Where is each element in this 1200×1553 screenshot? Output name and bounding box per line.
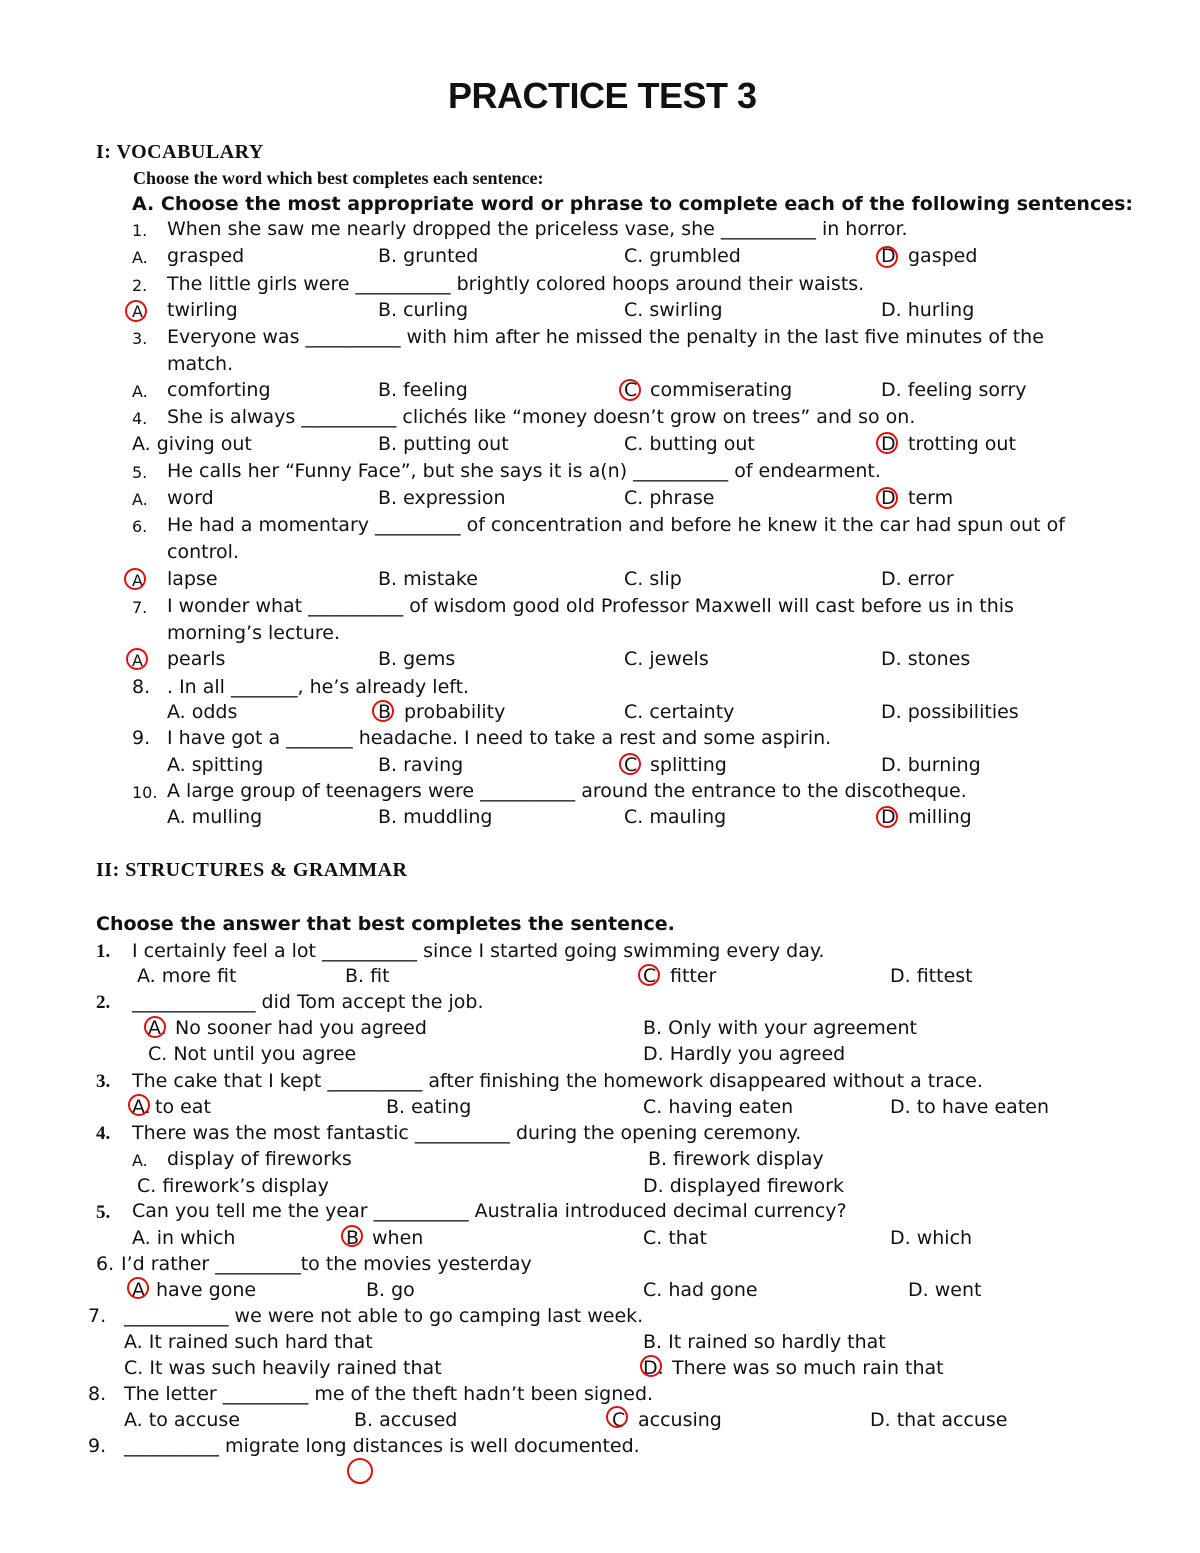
- question-text: There was the most fantastic __________ during the opening ceremony.: [132, 1122, 802, 1144]
- answer-circle: [341, 1225, 363, 1247]
- option-a[interactable]: word: [167, 487, 214, 509]
- question-number: 1.: [132, 221, 148, 240]
- question-number: 3.: [96, 1071, 111, 1092]
- question-text: _____________ did Tom accept the job.: [132, 991, 484, 1013]
- section-heading-vocabulary: I: VOCABULARY: [96, 141, 264, 163]
- option-c[interactable]: fitter: [670, 965, 717, 987]
- option-c[interactable]: C. It was such heavily rained that: [124, 1357, 442, 1379]
- option-d[interactable]: D. feeling sorry: [881, 379, 1027, 401]
- option-c[interactable]: commiserating: [650, 379, 793, 401]
- question-number: 2.: [132, 276, 148, 295]
- question-number: 2.: [96, 992, 111, 1013]
- question-text: A large group of teenagers were __________ around the entrance to the discotheque.: [167, 780, 967, 802]
- option-c[interactable]: C. having eaten: [643, 1096, 794, 1118]
- question-text: The cake that I kept __________ after finishing the homework disappeared without a trace.: [132, 1070, 983, 1092]
- option-a-label: A: [132, 302, 143, 321]
- option-d[interactable]: D. which: [890, 1227, 973, 1249]
- option-a-label: A.: [132, 490, 148, 509]
- option-a[interactable]: grasped: [167, 245, 245, 267]
- option-a-label: A.: [132, 1096, 151, 1118]
- option-b[interactable]: B. firework display: [648, 1148, 824, 1170]
- option-a-label: A: [132, 651, 143, 670]
- option-d-label: D: [881, 487, 896, 509]
- option-a[interactable]: A. spitting: [167, 754, 264, 776]
- option-d[interactable]: trotting out: [908, 433, 1016, 455]
- question-text: I wonder what __________ of wisdom good old Professor Maxwell will cast before us in this: [167, 595, 1014, 617]
- question-number: 6.: [96, 1253, 115, 1275]
- question-number: 9.: [88, 1435, 107, 1457]
- option-d-label: D: [881, 433, 896, 455]
- answer-circle: [124, 568, 146, 590]
- answer-circle: [125, 300, 147, 322]
- question-number: 10.: [132, 783, 158, 802]
- answer-circle: [876, 246, 898, 268]
- option-a[interactable]: lapse: [167, 568, 218, 590]
- option-b[interactable]: B. expression: [378, 487, 506, 509]
- section-instruction: Choose the word which best completes each sentence:: [133, 168, 544, 188]
- option-c[interactable]: C. slip: [624, 568, 682, 590]
- option-c[interactable]: splitting: [650, 754, 727, 776]
- option-b[interactable]: B. muddling: [378, 806, 493, 828]
- answer-circle: [876, 432, 898, 454]
- option-b[interactable]: B. gems: [378, 648, 456, 670]
- option-c[interactable]: C. swirling: [624, 299, 723, 321]
- question-number: 4.: [96, 1123, 111, 1144]
- section-instruction: Choose the answer that best completes the sentence.: [96, 913, 675, 935]
- option-b-label: B: [378, 701, 392, 723]
- option-b[interactable]: B. feeling: [378, 379, 468, 401]
- answer-circle: [127, 1277, 149, 1299]
- option-c[interactable]: C. Not until you agree: [148, 1043, 357, 1065]
- question-text: __________ migrate long distances is well documented.: [124, 1435, 640, 1457]
- question-text: The little girls were __________ brightly colored hoops around their waists.: [167, 273, 865, 295]
- question-text: I’d rather _________to the movies yesterday: [121, 1253, 532, 1275]
- option-d[interactable]: There was so much rain that: [672, 1357, 944, 1379]
- option-a[interactable]: to eat: [155, 1096, 211, 1118]
- option-d[interactable]: D. to have eaten: [890, 1096, 1049, 1118]
- question-text: The letter _________ me of the theft hadn’t been signed.: [124, 1383, 654, 1405]
- option-c-label: C: [612, 1409, 626, 1431]
- option-c[interactable]: C. certainty: [624, 701, 735, 723]
- option-b[interactable]: B. putting out: [378, 433, 509, 455]
- option-a[interactable]: A. to accuse: [124, 1409, 241, 1431]
- option-d[interactable]: D. hurling: [881, 299, 975, 321]
- option-a[interactable]: A. mulling: [167, 806, 263, 828]
- answer-circle: [347, 1458, 373, 1484]
- question-text: . In all _______, he’s already left.: [167, 676, 470, 698]
- answer-circle: [606, 1406, 628, 1428]
- answer-circle: [619, 379, 641, 401]
- answer-circle: [372, 700, 394, 722]
- question-number: 7.: [88, 1305, 107, 1327]
- option-d-label: D: [881, 245, 896, 267]
- option-a[interactable]: twirling: [167, 299, 238, 321]
- answer-circle: [126, 648, 148, 670]
- option-b[interactable]: B. It rained so hardly that: [643, 1331, 886, 1353]
- answer-circle: [128, 1094, 150, 1116]
- option-a-label: A.: [132, 1151, 148, 1170]
- option-a[interactable]: A. more fit: [137, 965, 237, 987]
- option-b[interactable]: B. mistake: [378, 568, 478, 590]
- option-b[interactable]: B. raving: [378, 754, 464, 776]
- question-text: ___________ we were not able to go camping last week.: [124, 1305, 644, 1327]
- option-d[interactable]: D. burning: [881, 754, 981, 776]
- question-text: Can you tell me the year __________ Australia introduced decimal currency?: [132, 1200, 847, 1222]
- question-number: 1.: [96, 941, 111, 962]
- option-b[interactable]: B. curling: [378, 299, 469, 321]
- option-d-label: D: [881, 806, 896, 828]
- answer-circle: [876, 487, 898, 509]
- option-a[interactable]: comforting: [167, 379, 271, 401]
- question-number: 7.: [132, 598, 148, 617]
- option-d[interactable]: milling: [908, 806, 972, 828]
- option-b[interactable]: B. eating: [386, 1096, 472, 1118]
- option-c[interactable]: C. phrase: [624, 487, 715, 509]
- option-d[interactable]: term: [908, 487, 954, 509]
- option-a[interactable]: A. odds: [167, 701, 238, 723]
- option-a[interactable]: No sooner had you agreed: [175, 1017, 427, 1039]
- option-d[interactable]: D. Hardly you agreed: [643, 1043, 846, 1065]
- option-a[interactable]: A. giving out: [132, 433, 252, 455]
- option-c[interactable]: C. firework’s display: [137, 1175, 329, 1197]
- option-d[interactable]: D. that accuse: [870, 1409, 1008, 1431]
- option-c-label: C: [624, 754, 638, 776]
- option-a-label: A: [132, 571, 143, 590]
- option-d[interactable]: D. fittest: [890, 965, 973, 987]
- question-text: She is always __________ clichés like “money doesn’t grow on trees” and so on.: [167, 406, 916, 428]
- question-text: He calls her “Funny Face”, but she says it is a(n) __________ of endearment.: [167, 460, 881, 482]
- option-b[interactable]: B. accused: [354, 1409, 458, 1431]
- option-c[interactable]: C. butting out: [624, 433, 755, 455]
- option-b[interactable]: B. fit: [345, 965, 390, 987]
- option-b[interactable]: B. Only with your agreement: [643, 1017, 917, 1039]
- question-number: 3.: [132, 329, 148, 348]
- option-a-label: A: [132, 1279, 145, 1301]
- option-b[interactable]: probability: [404, 701, 506, 723]
- question-number: 9.: [132, 727, 151, 749]
- option-a[interactable]: have gone: [156, 1279, 257, 1301]
- option-a-label: A.: [148, 1017, 167, 1039]
- option-c-label: C: [643, 965, 657, 987]
- question-text-cont: control.: [167, 541, 239, 563]
- answer-circle: [144, 1016, 166, 1038]
- question-text: When she saw me nearly dropped the priceless vase, she __________ in horror.: [167, 218, 908, 240]
- option-d[interactable]: D. error: [881, 568, 954, 590]
- section-heading-grammar: II: STRUCTURES & GRAMMAR: [96, 859, 408, 881]
- option-d[interactable]: D. went: [908, 1279, 982, 1301]
- option-d[interactable]: D. displayed firework: [643, 1175, 844, 1197]
- question-number: 5.: [96, 1202, 111, 1223]
- option-b[interactable]: when: [372, 1227, 424, 1249]
- option-a[interactable]: display of fireworks: [167, 1148, 352, 1170]
- option-c-label: C: [624, 379, 638, 401]
- question-number: 5.: [132, 463, 148, 482]
- part-a-instruction: A. Choose the most appropriate word or phrase to complete each of the following sentences:: [132, 193, 1134, 215]
- option-c[interactable]: C. mauling: [624, 806, 727, 828]
- answer-circle: [638, 964, 660, 986]
- option-d[interactable]: D. possibilities: [881, 701, 1019, 723]
- answer-circle: [876, 806, 898, 828]
- question-text: I certainly feel a lot __________ since I started going swimming every day.: [132, 940, 825, 962]
- option-a-label: A.: [132, 248, 148, 267]
- option-b[interactable]: B. grunted: [378, 245, 479, 267]
- option-b[interactable]: B. go: [366, 1279, 415, 1301]
- option-d[interactable]: D. stones: [881, 648, 971, 670]
- question-text-cont: morning’s lecture.: [167, 622, 341, 644]
- option-a-label: A.: [132, 382, 148, 401]
- option-a[interactable]: A. in which: [132, 1227, 236, 1249]
- option-d[interactable]: gasped: [908, 245, 978, 267]
- question-number: 8.: [132, 676, 151, 698]
- option-d-label: D.: [643, 1357, 664, 1379]
- question-number: 4.: [132, 409, 148, 428]
- option-c[interactable]: C. grumbled: [624, 245, 741, 267]
- question-text: I have got a _______ headache. I need to take a rest and some aspirin.: [167, 727, 832, 749]
- question-number: 8.: [88, 1383, 107, 1405]
- option-c[interactable]: C. that: [643, 1227, 707, 1249]
- question-text: He had a momentary _________ of concentration and before he knew it the car had spun out of: [167, 514, 1065, 536]
- answer-circle: [640, 1355, 662, 1377]
- question-text: Everyone was __________ with him after he missed the penalty in the last five minutes of the: [167, 326, 1044, 348]
- option-a[interactable]: A. It rained such hard that: [124, 1331, 373, 1353]
- option-b-label: B: [346, 1227, 360, 1249]
- option-c[interactable]: C. had gone: [643, 1279, 758, 1301]
- question-number: 6.: [132, 517, 148, 536]
- option-a[interactable]: pearls: [167, 648, 226, 670]
- option-c[interactable]: C. jewels: [624, 648, 709, 670]
- page-title: PRACTICE TEST 3: [448, 75, 757, 116]
- question-text-cont: match.: [167, 353, 234, 375]
- option-c[interactable]: accusing: [638, 1409, 722, 1431]
- answer-circle: [619, 753, 641, 775]
